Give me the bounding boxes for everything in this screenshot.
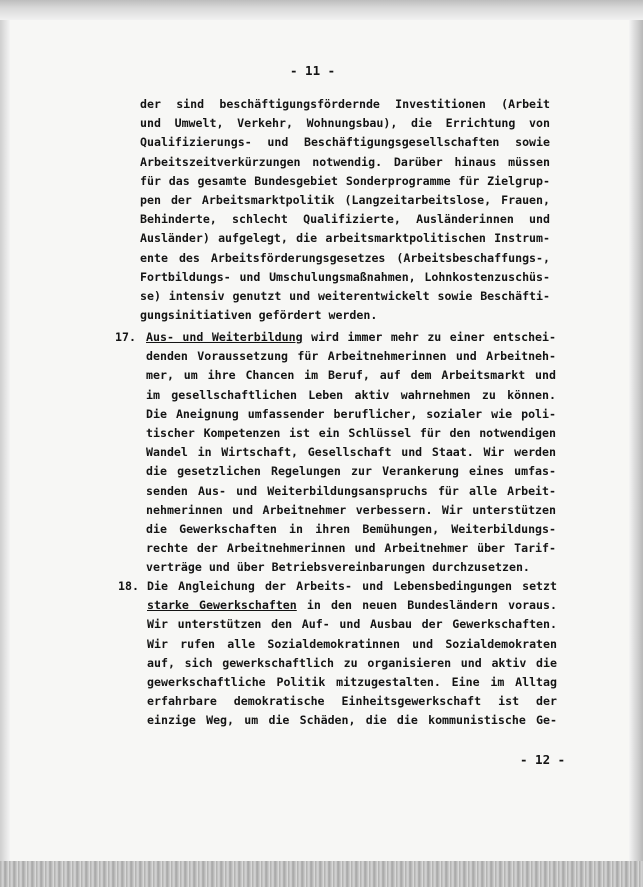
text-line-content: die gesetzlichen Regelungen zur Verankerung eines umfas-	[146, 464, 556, 479]
text-line-content: der sind beschäftigungsfördernde Investitionen (Arbeit	[140, 97, 550, 111]
text-line-content: Wandel in Wirtschaft, Gesellschaft und Staat. Wir werden	[146, 445, 556, 460]
text-line	[146, 366, 556, 385]
text-line-content: auf, sich gewerkschaftlich zu organisieren und aktiv die	[147, 655, 557, 670]
text-line-content: wird immer mehr zu einer entschei-	[302, 330, 556, 344]
text-line	[147, 711, 557, 730]
text-line-content: Wir rufen alle Sozialdemokratinnen und Sozialdemokraten	[147, 636, 557, 651]
text-line-content: nehmerinnen und Arbeitnehmer verbessern. Wir unterstützen	[146, 502, 556, 517]
text-line-content: Qualifizierungs- und Beschäftigungsgesellschaften sowie	[140, 135, 550, 150]
text-line	[147, 692, 557, 711]
text-line	[140, 114, 550, 133]
text-line	[147, 654, 557, 673]
text-line	[146, 424, 556, 443]
text-line	[146, 520, 556, 539]
text-line	[146, 328, 556, 347]
text-line-content: einzige Weg, um die Schäden, die die kommunistische Ge-	[147, 713, 557, 728]
text-line	[140, 191, 550, 210]
text-line	[140, 306, 550, 325]
text-line	[140, 249, 550, 268]
scan-shadow-left	[0, 20, 10, 861]
text-line	[140, 172, 550, 191]
scan-noise-bottom	[0, 861, 643, 887]
text-line	[140, 95, 550, 114]
text-line	[146, 482, 556, 501]
text-line-content: erfahrbare demokratische Einheitsgewerkschaft ist der	[147, 694, 557, 709]
text-line-content: denden Voraussetzung für Arbeitnehmerinnen und Arbeitneh-	[146, 349, 556, 364]
paragraph-17	[146, 328, 556, 578]
text-line-content: gungsinitiativen gefördert werden.	[140, 308, 378, 323]
text-line	[140, 268, 550, 287]
underlined-term: starke Gewerkschaften	[147, 598, 297, 613]
paragraph-continuation	[140, 95, 550, 325]
text-line	[140, 287, 550, 306]
paragraph-number-17: 17.	[115, 330, 136, 344]
text-line	[147, 615, 557, 634]
text-line-content: rechte der Arbeitnehmerinnen und Arbeitnehmer über Tarif-	[146, 541, 556, 556]
text-line	[140, 229, 550, 248]
paragraph-18	[147, 577, 557, 731]
text-line-content: für das gesamte Bundesgebiet Sonderprogramme für Zielgrup-	[140, 173, 550, 188]
text-line	[147, 596, 557, 615]
text-line	[146, 443, 556, 462]
page-number-footer: - 12 -	[520, 752, 566, 767]
text-line-content: mer, um ihre Chancen im Beruf, auf dem Arbeitsmarkt und	[146, 368, 556, 383]
text-line-content: Die Angleichung der Arbeits- und Lebensbedingungen setzt	[147, 579, 557, 593]
text-line	[146, 462, 556, 481]
text-line	[147, 577, 557, 596]
text-line-content: Ausländer) aufgelegt, die arbeitsmarktpolitischen Instrum-	[140, 231, 550, 246]
page-number-header: - 11 -	[290, 63, 336, 78]
underlined-term: Aus- und Weiterbildung	[146, 330, 303, 344]
text-line-content: im gesellschaftlichen Leben aktiv wahrnehmen zu können.	[146, 387, 556, 402]
text-line	[140, 153, 550, 172]
text-line	[140, 210, 550, 229]
text-line-content: Arbeitszeitverkürzungen notwendig. Darüber hinaus müssen	[140, 154, 550, 169]
text-line-content: Wir unterstützen den Auf- und Ausbau der Gewerkschaften.	[147, 617, 557, 632]
text-line-content: Fortbildungs- und Umschulungsmaßnahmen, Lohnkostenzuschüs-	[140, 269, 550, 284]
text-line-content: verträge und über Betriebsvereinbarungen durchzusetzen.	[146, 560, 530, 575]
text-line	[146, 347, 556, 366]
text-line-content: die Gewerkschaften in ihren Bemühungen, Weiterbildungs-	[146, 522, 556, 537]
text-line	[147, 635, 557, 654]
text-line-content: in den neuen Bundesländern voraus.	[296, 598, 557, 613]
scan-shadow-right	[629, 20, 643, 861]
text-line-content: senden Aus- und Weiterbildungsanspruchs für alle Arbeit-	[146, 483, 556, 498]
text-line-content: tischer Kompetenzen ist ein Schlüssel für den notwendigen	[146, 426, 556, 441]
text-line-content: und Umwelt, Verkehr, Wohnungsbau), die Errichtung von	[140, 116, 550, 131]
text-line-content: pen der Arbeitsmarktpolitik (Langzeitarbeitslose, Frauen,	[140, 193, 550, 208]
text-line-content: Behinderte, schlecht Qualifizierte, Ausländerinnen und	[140, 212, 550, 227]
text-line-content: Die Aneignung umfassender beruflicher, sozialer wie poli-	[146, 406, 556, 421]
paragraph-number-18: 18.	[118, 579, 139, 593]
text-line	[146, 558, 556, 577]
text-line	[140, 133, 550, 152]
text-line	[146, 405, 556, 424]
text-line-content: ente des Arbeitsförderungsgesetzes (Arbeitsbeschaffungs-,	[140, 250, 550, 265]
text-line	[146, 539, 556, 558]
scan-shadow-top	[0, 0, 643, 20]
text-line-content: se) intensiv genutzt und weiterentwickelt sowie Beschäfti-	[140, 289, 550, 304]
text-line	[146, 386, 556, 405]
text-line	[146, 501, 556, 520]
text-line	[147, 673, 557, 692]
text-line-content: gewerkschaftliche Politik mitzugestalten. Eine im Alltag	[147, 675, 557, 690]
